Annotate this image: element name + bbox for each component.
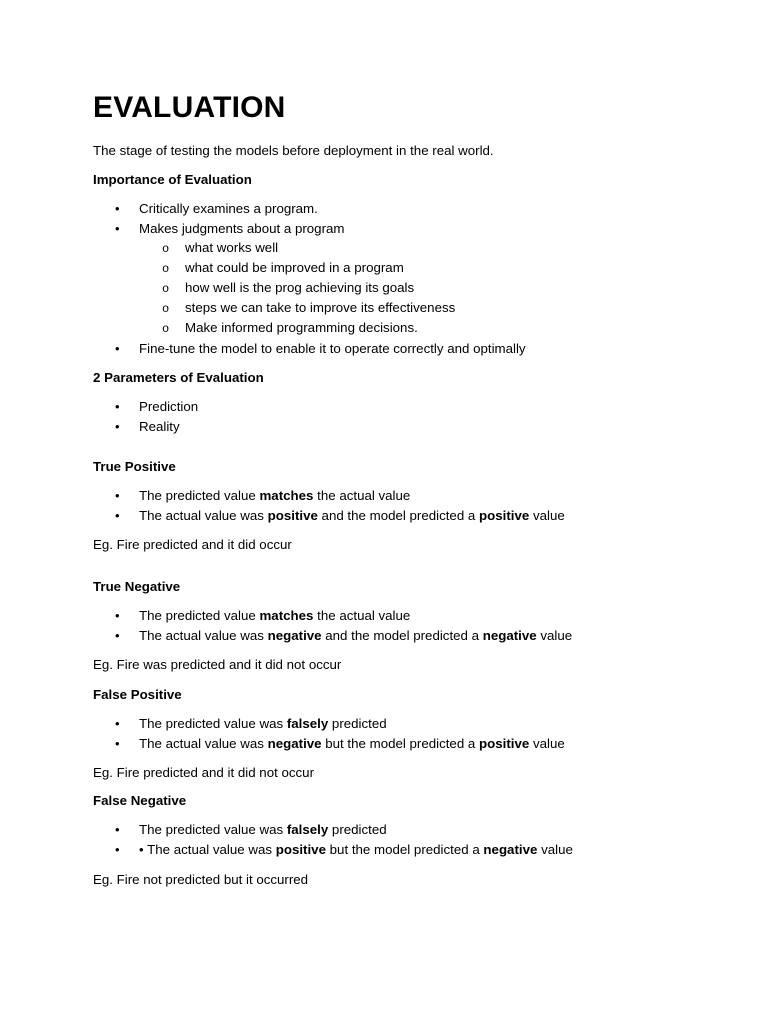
bullet-icon [115,200,125,218]
parameters-heading: 2 Parameters of Evaluation [93,370,264,385]
bullet-icon [115,715,125,733]
sub-list-item: what could be improved in a program [185,260,404,275]
list-item: Fine-tune the model to enable it to operate correctly and optimally [139,341,526,356]
true-negative-heading: True Negative [93,579,181,594]
bullet-icon [115,418,125,436]
circle-bullet-icon [162,320,172,338]
sub-list-item: how well is the prog achieving its goals [185,280,415,295]
intro-text: The stage of testing the models before deployment in the real world. [93,143,494,158]
bullet-icon [115,507,125,525]
list-item: Critically examines a program. [139,201,318,216]
example-text: Eg. Fire predicted and it did not occur [93,765,314,780]
bullet-icon [115,821,125,839]
list-item: The predicted value matches the actual value [139,488,411,503]
sub-list-item: steps we can take to improve its effectiveness [185,300,456,315]
bullet-icon [115,735,125,753]
circle-bullet-icon [162,260,172,278]
bullet-icon [115,220,125,238]
sub-list-item: Make informed programming decisions. [185,320,418,335]
bullet-icon [115,340,125,358]
list-item: Reality [139,419,180,434]
list-item: The predicted value matches the actual value [139,608,411,623]
bullet-icon [115,487,125,505]
list-item: Makes judgments about a program [139,221,345,236]
bullet-icon [115,841,125,859]
list-item: Prediction [139,399,199,414]
example-text: Eg. Fire predicted and it did occur [93,537,292,552]
circle-bullet-icon [162,300,172,318]
bullet-icon [115,398,125,416]
list-item: The actual value was negative and the model predicted a negative value [139,628,573,643]
document-title: EVALUATION [93,91,286,124]
circle-bullet-icon [162,280,172,298]
list-item: The actual value was positive and the model predicted a positive value [139,508,565,523]
bullet-icon [115,627,125,645]
bullet-icon [115,607,125,625]
list-item: The actual value was negative but the model predicted a positive value [139,736,565,751]
false-positive-heading: False Positive [93,687,182,702]
example-text: Eg. Fire was predicted and it did not occur [93,657,342,672]
importance-heading: Importance of Evaluation [93,172,252,187]
list-item: • The actual value was positive but the model predicted a negative value [139,842,573,857]
sub-list-item: what works well [185,240,279,255]
false-negative-heading: False Negative [93,793,187,808]
circle-bullet-icon [162,240,172,258]
example-text: Eg. Fire not predicted but it occurred [93,872,309,887]
true-positive-heading: True Positive [93,459,176,474]
list-item: The predicted value was falsely predicted [139,716,387,731]
list-item: The predicted value was falsely predicted [139,822,387,837]
